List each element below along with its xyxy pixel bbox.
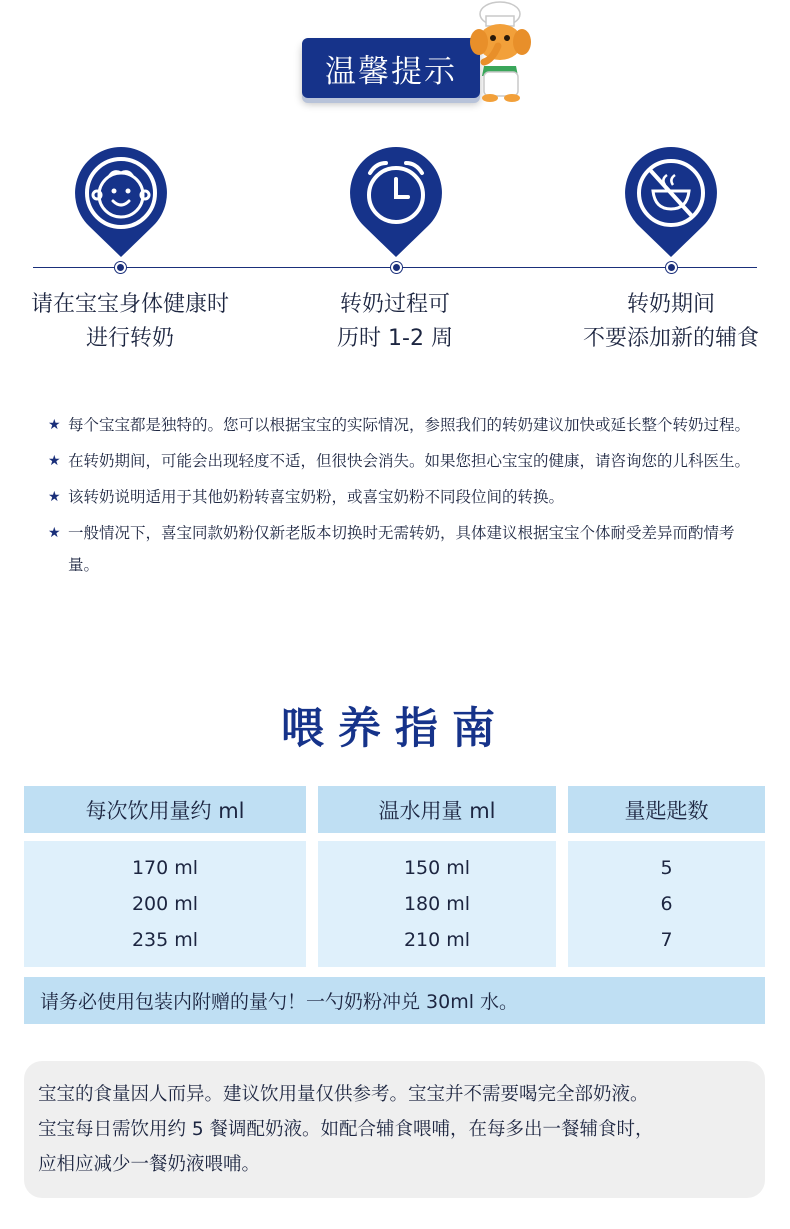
table-cell: 6 xyxy=(660,893,673,915)
column-water-amount xyxy=(318,841,556,967)
note-text: 一般情况下，喜宝同款奶粉仅新老版本切换时无需转奶，具体建议根据宝宝个体耐受差异而酌情考量。 xyxy=(68,524,735,574)
step-2-line-1: 转奶过程可 xyxy=(339,292,450,317)
note-item xyxy=(48,517,768,581)
timeline-dot-1 xyxy=(115,262,126,273)
timeline-dot-2 xyxy=(391,262,402,273)
star-icon: ★ xyxy=(48,525,61,541)
step-2-line-2: 历时 1-2 周 xyxy=(337,326,453,351)
notes-list xyxy=(48,409,768,585)
alarm-clock-icon xyxy=(346,143,446,261)
step-1-text xyxy=(0,288,260,356)
table-cell: 235 ml xyxy=(131,929,199,951)
header-water-amount: 温水用量 ml xyxy=(318,786,556,833)
note-item xyxy=(48,445,768,477)
table-cell: 170 ml xyxy=(131,857,199,879)
table-cell: 5 xyxy=(660,857,673,879)
star-icon: ★ xyxy=(48,417,61,433)
table-cell: 180 ml xyxy=(403,893,471,915)
table-cell: 200 ml xyxy=(131,893,199,915)
note-text: 在转奶期间，可能会出现轻度不适，但很快会消失。如果您担心宝宝的健康，请咨询您的儿科医生。 xyxy=(68,452,751,470)
star-icon: ★ xyxy=(48,489,61,505)
column-drink-amount xyxy=(24,841,306,967)
tips-banner xyxy=(302,38,480,98)
baby-face-icon xyxy=(71,143,171,261)
step-1-line-1: 请在宝宝身体健康时 xyxy=(30,292,229,317)
feeding-note-box xyxy=(24,1061,765,1198)
timeline-dot-3 xyxy=(666,262,677,273)
step-3-line-1: 转奶期间 xyxy=(626,292,715,317)
star-icon: ★ xyxy=(48,453,61,469)
guide-title: 喂养指南 xyxy=(281,704,509,754)
header-scoop-count: 量匙匙数 xyxy=(568,786,765,833)
note-text: 该转奶说明适用于其他奶粉转喜宝奶粉，或喜宝奶粉不同段位间的转换。 xyxy=(68,488,565,506)
feeding-note-line: 应相应减少一餐奶液喂哺。 xyxy=(38,1154,261,1175)
column-scoop-count xyxy=(568,841,765,967)
note-text: 每个宝宝都是独特的。您可以根据宝宝的实际情况，参照我们的转奶建议加快或延长整个转奶过程。 xyxy=(68,416,751,434)
step-3-line-2: 不要添加新的辅食 xyxy=(582,326,759,351)
feeding-note-line: 宝宝的食量因人而异。建议饮用量仅供参考。宝宝并不需要喝完全部奶液。 xyxy=(38,1084,649,1105)
note-item xyxy=(48,409,768,441)
table-cell: 210 ml xyxy=(403,929,471,951)
step-1-line-2: 进行转奶 xyxy=(85,326,174,351)
header-drink-amount: 每次饮用量约 ml xyxy=(24,786,306,833)
banner-title: 温馨提示 xyxy=(325,53,457,90)
step-2-text xyxy=(265,288,525,356)
note-item xyxy=(48,481,768,513)
elephant-chef-mascot xyxy=(462,0,542,102)
table-cell: 150 ml xyxy=(403,857,471,879)
table-cell: 7 xyxy=(660,929,673,951)
no-food-bowl-icon xyxy=(621,143,721,261)
feeding-note-line: 宝宝每日需饮用约 5 餐调配奶液。如配合辅食喂哺，在每多出一餐辅食时， xyxy=(38,1119,654,1140)
step-3-text xyxy=(541,288,790,356)
scoop-tip: 请务必使用包装内附赠的量勺！一勺奶粉冲兑 30ml 水。 xyxy=(24,977,765,1024)
